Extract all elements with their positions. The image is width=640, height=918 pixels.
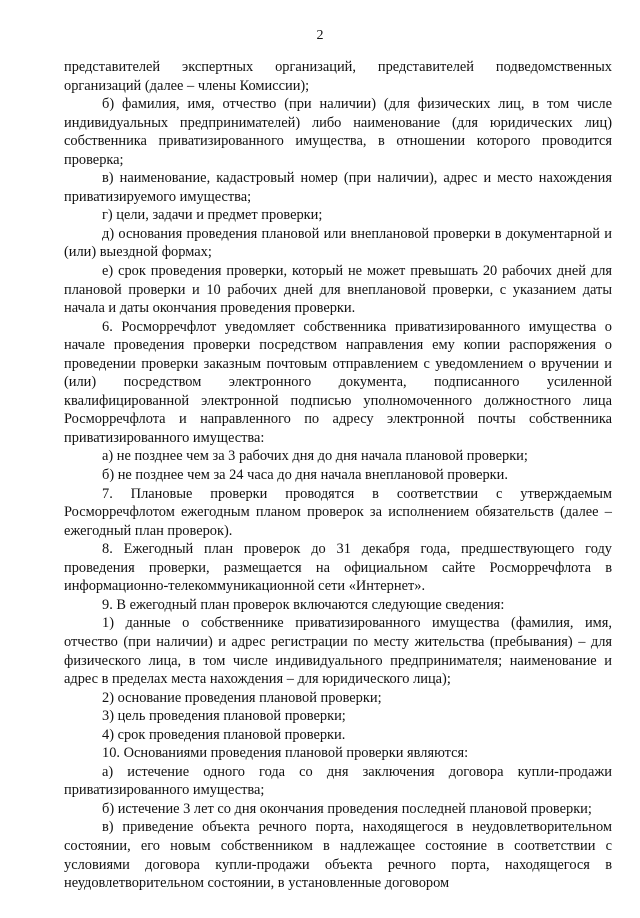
paragraph-9-1-owner-data: 1) данные о собственнике приватизированного имущества (фамилия, имя, отчество (при наличии) и адрес регистрации по месту жительства (пребывания) – для физического лица, в том числе индивидуального предпринимателя; наименование и адрес в пределах места нахождения – для юридического лица); <box>64 615 612 688</box>
paragraph-d-grounds: д) основания проведения плановой или внеплановой проверки в документарной и (или) выездной формах; <box>64 225 612 261</box>
paragraph-6-notification: 6. Росморречфлот уведомляет собственника приватизированного имущества о начале проведения проверки посредством направления ему копии распоряжения о проведении проверки заказным почтовым отправлением с уведомлением о вручении и (или) посредством электронного документа, подписанного усиленной квалифицированной электронной подписью уполномоченного должностного лица Росморречфлота и направленного по адресу электронной почты собственника приватизированного имущества: <box>64 318 612 446</box>
paragraph-10b-three-years: б) истечение 3 лет со дня окончания проведения последней плановой проверки; <box>102 800 592 817</box>
paragraph-v-property-address: в) наименование, кадастровый номер (при наличии), адрес и место нахождения приватизируемого имущества; <box>64 170 612 205</box>
paragraph-9-4-term: 4) срок проведения плановой проверки. <box>102 726 346 743</box>
paragraph-7-plan: 7. Плановые проверки проводятся в соответствии с утверждаемым Росморречфлотом ежегодным планом проверок за исполнением обязательств (далее – ежегодный план проверок). <box>64 485 612 539</box>
document-body <box>64 58 612 893</box>
page-number: 2 <box>316 28 324 43</box>
paragraph-9-contents: 9. В ежегодный план проверок включаются следующие сведения: <box>102 596 505 613</box>
paragraph-6b-unplanned: б) не позднее чем за 24 часа до дня начала внеплановой проверки. <box>102 467 508 484</box>
paragraph-commission-members: представителей экспертных организаций, представителей подведомственных организаций (далее – члены Комиссии); <box>64 59 612 94</box>
paragraph-b-owner-name: б) фамилия, имя, отчество (при наличии) (для физических лиц, в том числе индивидуальных предпринимателей) либо наименование (для юридических лиц) собственника приватизированного имущества, в отношении которого проводится проверка; <box>64 96 612 168</box>
paragraph-6a-planned: а) не позднее чем за 3 рабочих дня до дня начала плановой проверки; <box>102 448 528 465</box>
paragraph-10-grounds: 10. Основаниями проведения плановой проверки являются: <box>102 745 469 762</box>
paragraph-8-publication: 8. Ежегодный план проверок до 31 декабря года, предшествующего году проведения проверки, размещается на официальном сайте Росморречфлота в информационно-телекоммуникационной сети «Интернет». <box>64 541 612 595</box>
paragraph-g-goals: г) цели, задачи и предмет проверки; <box>102 207 323 224</box>
paragraph-9-2-basis: 2) основание проведения плановой проверки; <box>102 689 382 706</box>
paragraph-10v-port-object: в) приведение объекта речного порта, находящегося в неудовлетворительном состоянии, его новым собственником в надлежащее состояние в соответствии с условиями договора купли-продажи объекта речного порта, находящегося в неудовлетворительном состоянии, в установленные договором <box>64 819 612 892</box>
paragraph-9-3-goal: 3) цель проведения плановой проверки; <box>102 708 346 725</box>
paragraph-10a-one-year: а) истечение одного года со дня заключения договора купли-продажи приватизированного имущества; <box>64 763 612 799</box>
paragraph-e-term: е) срок проведения проверки, который не может превышать 20 рабочих дней для плановой проверки и 10 рабочих дней для внеплановой проверки, с указанием даты начала и даты окончания проведения проверки. <box>64 263 612 317</box>
